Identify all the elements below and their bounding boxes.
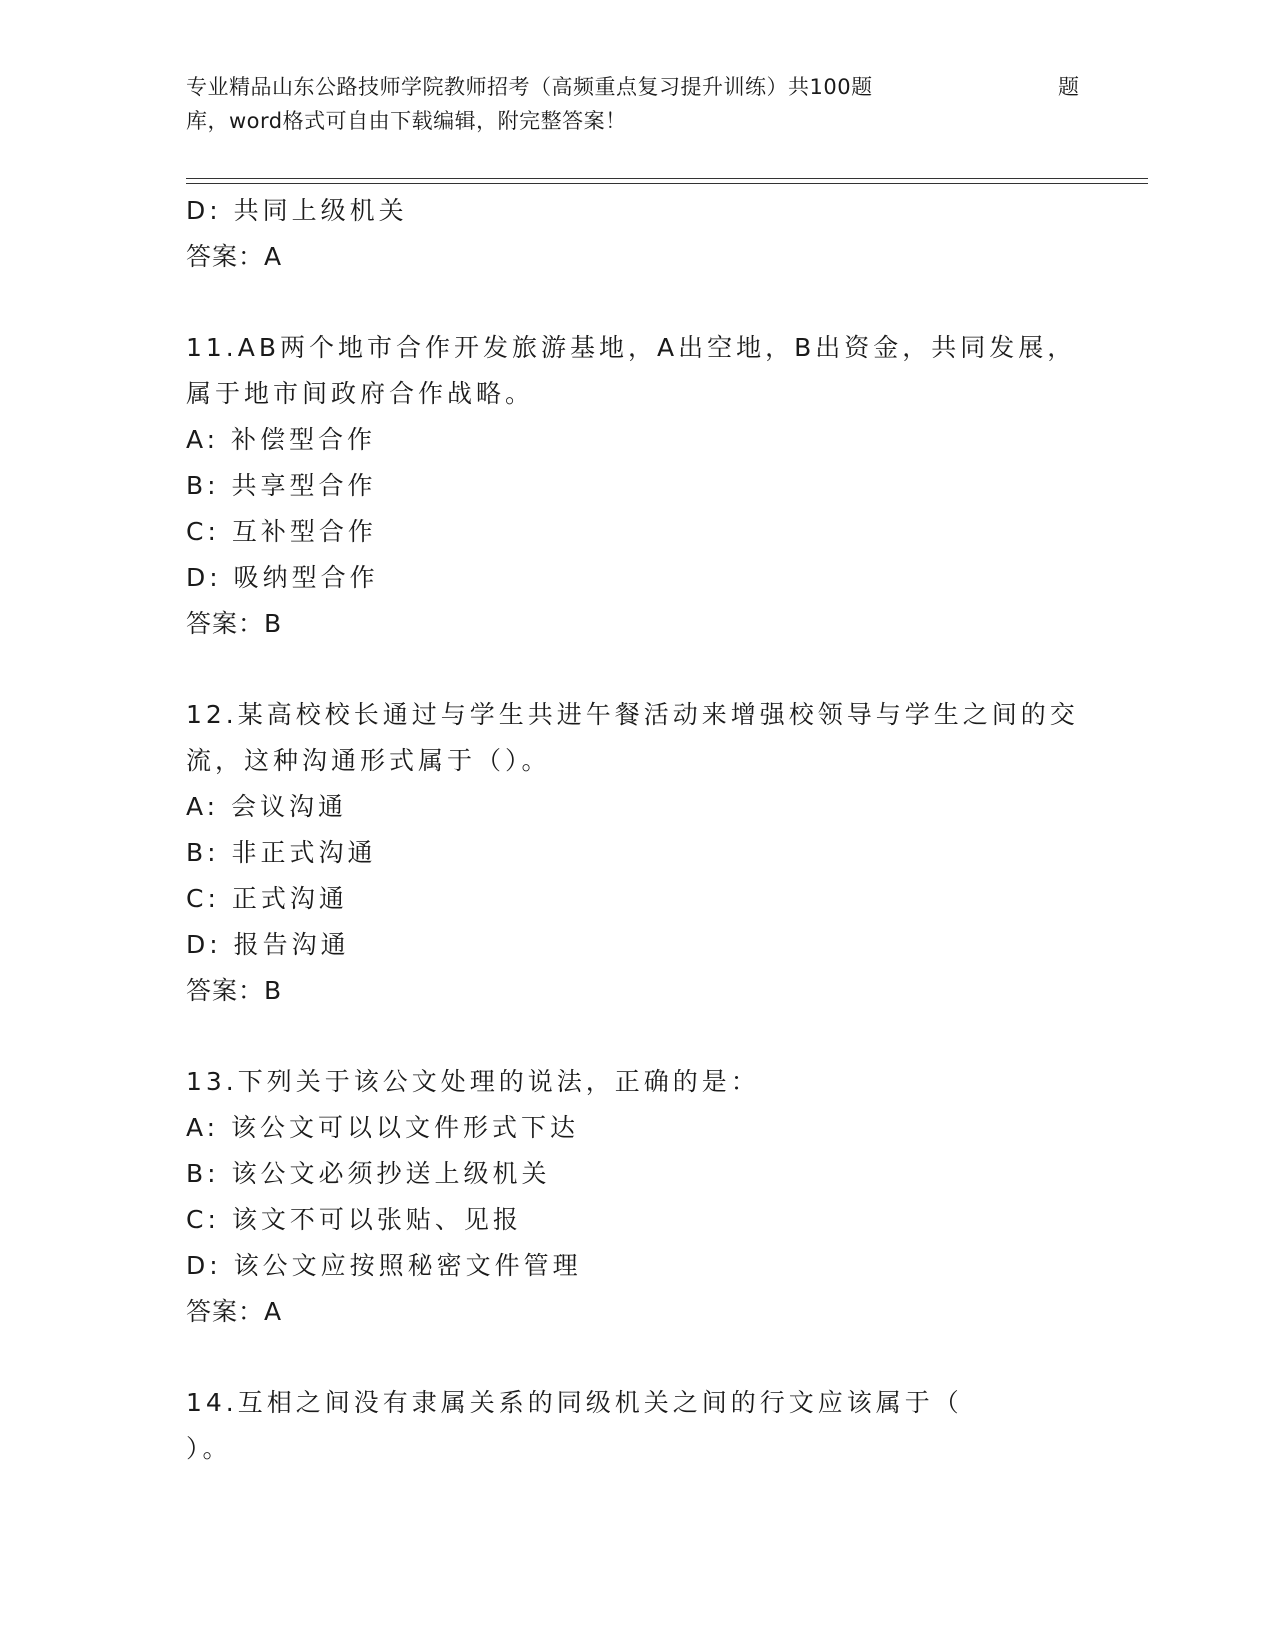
spacer <box>186 280 1086 325</box>
header-divider-top <box>186 178 1148 179</box>
answer-carry: 答案：A <box>186 242 283 271</box>
answer: 答案：B <box>186 976 283 1005</box>
question-text-line-1: 11.AB两个地市合作开发旅游基地，A出空地，B出资金，共同发展， <box>186 333 1077 362</box>
spacer <box>186 1335 1086 1380</box>
spacer <box>186 647 1086 692</box>
option-d: D: 吸纳型合作 <box>186 563 379 592</box>
question-text-line-1: 14.互相之间没有隶属关系的同级机关之间的行文应该属于（ <box>186 1388 963 1417</box>
option-a: A: 该公文可以以文件形式下达 <box>186 1113 580 1142</box>
option-c: C: 互补型合作 <box>186 517 377 546</box>
header-title-part1: 专业精品山东公路技师学院教师招考（高频重点复习提升训练）共100题 <box>186 75 873 99</box>
header-line-1 <box>186 70 1086 104</box>
header-divider-bottom <box>186 183 1148 184</box>
option-d-carry: D: 共同上级机关 <box>186 196 408 225</box>
option-d: D: 该公文应按照秘密文件管理 <box>186 1251 582 1280</box>
option-c: C: 正式沟通 <box>186 884 348 913</box>
question-text-line-2: 流，这种沟通形式属于（）。 <box>186 746 551 775</box>
document-body <box>186 188 1086 1472</box>
spacer <box>186 1014 1086 1059</box>
answer: 答案：A <box>186 1297 283 1326</box>
header-title-tail: 题 <box>1058 75 1080 99</box>
question-14 <box>186 1380 1086 1472</box>
question-text-line-2: ）。 <box>186 1434 232 1463</box>
option-b: B: 共享型合作 <box>186 471 377 500</box>
question-11 <box>186 325 1086 647</box>
answer: 答案：B <box>186 609 283 638</box>
header-line-2: 库，word格式可自由下载编辑，附完整答案！ <box>186 109 627 133</box>
question-text-line-1: 13.下列关于该公文处理的说法，正确的是： <box>186 1067 760 1096</box>
option-a: A: 补偿型合作 <box>186 425 377 454</box>
option-d: D: 报告沟通 <box>186 930 350 959</box>
option-c: C: 该文不可以张贴、见报 <box>186 1205 522 1234</box>
page-header <box>186 70 1086 138</box>
option-b: B: 该公文必须抄送上级机关 <box>186 1159 551 1188</box>
question-text-line-1: 12.某高校校长通过与学生共进午餐活动来增强校领导与学生之间的交 <box>186 700 1079 729</box>
option-b: B: 非正式沟通 <box>186 838 377 867</box>
option-a: A: 会议沟通 <box>186 792 348 821</box>
question-13 <box>186 1059 1086 1335</box>
question-12 <box>186 692 1086 1014</box>
question-text-line-2: 属于地市间政府合作战略。 <box>186 379 535 408</box>
